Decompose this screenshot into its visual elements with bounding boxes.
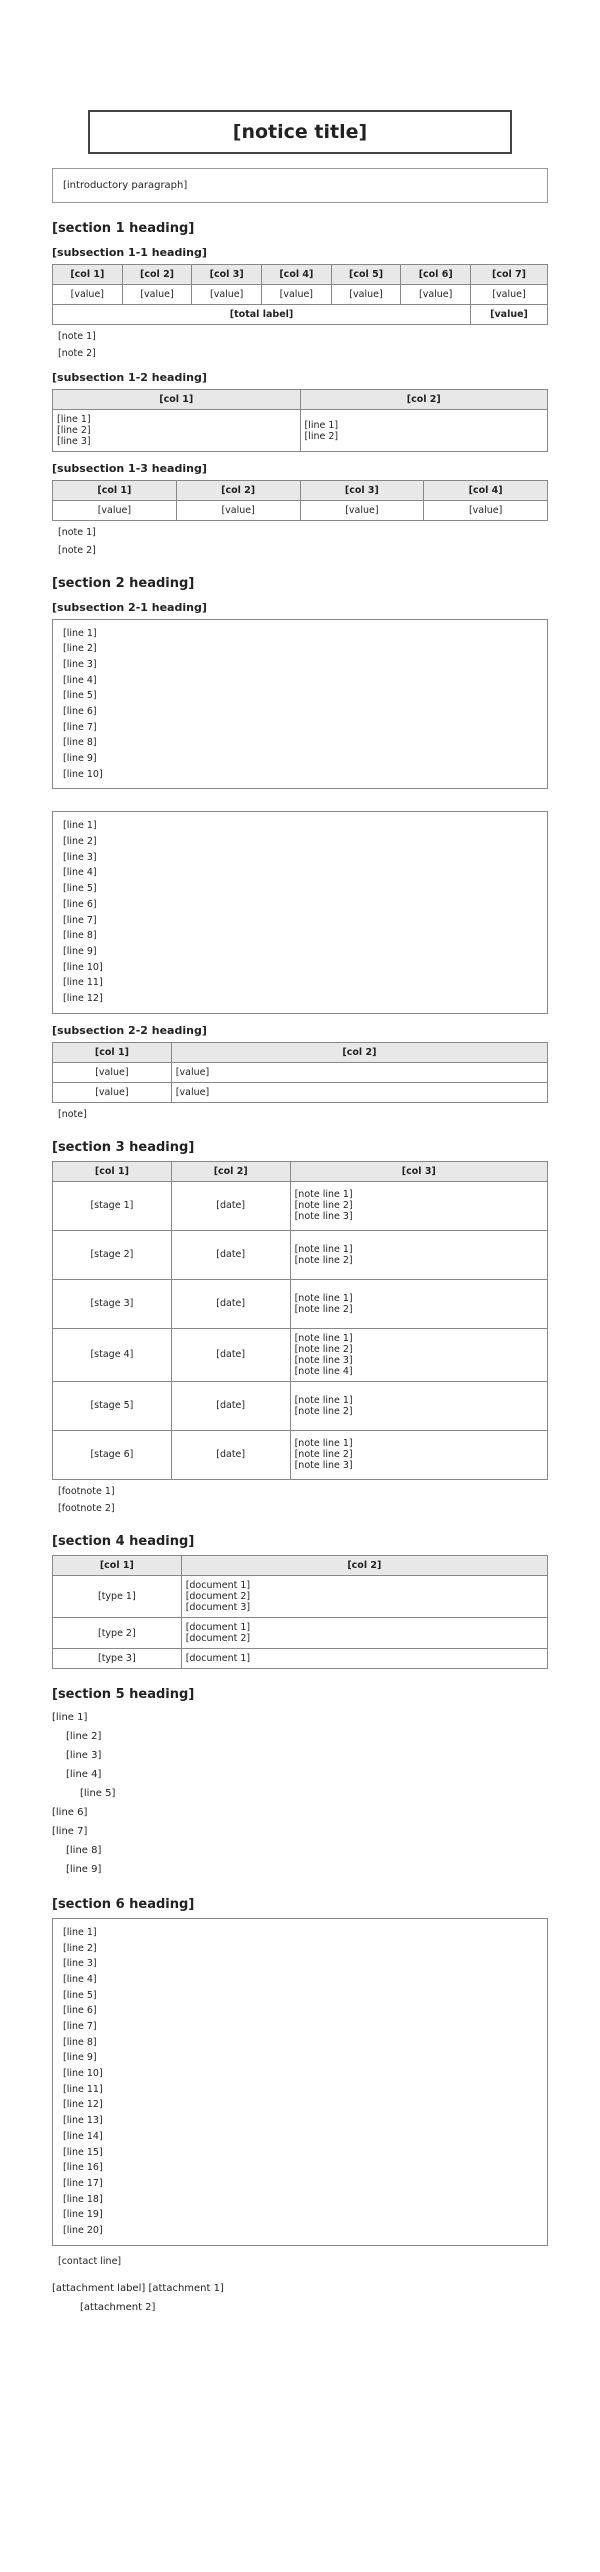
box-line: [line 14]: [63, 2130, 103, 2142]
table-header: [col 2]: [176, 481, 300, 501]
duty-line: [line 2]: [57, 425, 91, 437]
box-line: [line 11]: [63, 2083, 103, 2095]
table-header: [col 1]: [53, 265, 123, 285]
note-line: [note line 2]: [294, 1254, 353, 1266]
section-2-heading: [section 2 heading]: [52, 575, 195, 591]
stage-name: [stage 3]: [53, 1279, 172, 1328]
table-total-row: [53, 305, 548, 325]
doc-list: [181, 1576, 547, 1618]
table-header: [col 6]: [401, 265, 471, 285]
table-row: [53, 410, 548, 452]
table-header: [col 4]: [424, 481, 548, 501]
footnote: [footnote 1]: [58, 1485, 115, 1497]
doc-line: [document 2]: [185, 1633, 251, 1645]
preference-table: [52, 1042, 548, 1103]
doc-line: [document 3]: [185, 1602, 251, 1614]
doc-type: [type 1]: [53, 1576, 182, 1618]
section-5-heading: [section 5 heading]: [52, 1687, 195, 1703]
note-line: [note line 1]: [294, 1243, 353, 1255]
stage-date: [date]: [171, 1328, 290, 1381]
stage-notes: [290, 1279, 547, 1328]
eligibility-box: [52, 619, 548, 790]
table-cell: [value]: [471, 285, 548, 305]
box-line: [line 4]: [63, 1974, 97, 1986]
box-line: [line 19]: [63, 2209, 103, 2221]
stage-date: [date]: [171, 1230, 290, 1279]
table-row: [53, 501, 548, 521]
recruitment-table: [52, 264, 548, 325]
note-line: [note line 2]: [294, 1343, 353, 1355]
table-cell: [value]: [192, 285, 262, 305]
box-line: [line 9]: [63, 2052, 97, 2064]
stage-name: [stage 5]: [53, 1381, 172, 1430]
table-cell: [value]: [424, 501, 548, 521]
table-header: [col 1]: [53, 1161, 172, 1181]
note-line: [note line 1]: [294, 1438, 353, 1450]
table-header: [col 3]: [300, 481, 424, 501]
note-line: [note line 2]: [294, 1449, 353, 1461]
table-cell: [value]: [300, 501, 424, 521]
attachments: [52, 2279, 548, 2317]
subsection-1-3-heading: [subsection 1-3 heading]: [52, 462, 207, 476]
box-line: [line 3]: [63, 1958, 97, 1970]
list-item: [line 6]: [52, 1807, 88, 1819]
box-line: [line 1]: [63, 1927, 97, 1939]
section-4-heading: [section 4 heading]: [52, 1534, 195, 1550]
box-line: [line 6]: [63, 706, 97, 718]
box-line: [line 4]: [63, 674, 97, 686]
subsection-1-2-heading: [subsection 1-2 heading]: [52, 371, 207, 385]
duties-table: [52, 389, 548, 452]
box-line: [line 10]: [63, 2068, 103, 2080]
table-cell: [value]: [53, 1062, 172, 1082]
box-line: [line 3]: [63, 851, 97, 863]
box-line: [line 4]: [63, 867, 97, 879]
doc-list: [181, 1618, 547, 1649]
stage-name: [stage 2]: [53, 1230, 172, 1279]
attachment-item: [attachment 1]: [148, 2282, 224, 2294]
qualification-cell: [300, 410, 548, 452]
table-row: [53, 285, 548, 305]
doc-list: [181, 1649, 547, 1669]
box-line: [line 9]: [63, 945, 97, 957]
list-item: [line 1]: [52, 1712, 88, 1724]
doc-line: [document 1]: [185, 1580, 251, 1592]
qualification-line: [line 2]: [304, 430, 339, 442]
stage-notes: [290, 1430, 547, 1479]
note-line: [note line 2]: [294, 1200, 353, 1212]
disqualification-box: [52, 811, 548, 1013]
list-item: [line 9]: [66, 1864, 102, 1876]
note-line: [note line 1]: [294, 1332, 353, 1344]
footnote: [footnote 2]: [58, 1502, 115, 1514]
doc-line: [document 2]: [185, 1591, 251, 1603]
table-header: [col 5]: [331, 265, 401, 285]
box-line: [line 2]: [63, 1942, 97, 1954]
note: [note 1]: [58, 331, 96, 342]
note: [note 1]: [58, 527, 96, 539]
box-line: [line 1]: [63, 627, 97, 639]
note-line: [note line 4]: [294, 1365, 353, 1377]
doc-type: [type 3]: [53, 1649, 182, 1669]
box-line: [line 20]: [63, 2224, 103, 2236]
conditions-table: [52, 480, 548, 521]
stage-date: [date]: [171, 1430, 290, 1479]
table-cell: [value]: [401, 285, 471, 305]
table-row: [53, 1082, 548, 1102]
note-line: [note line 2]: [294, 1405, 353, 1417]
note-line: [note line 2]: [294, 1303, 353, 1315]
table-header: [col 1]: [53, 1556, 182, 1576]
duty-line: [line 1]: [57, 414, 91, 426]
table-row: [53, 1430, 548, 1479]
note-line: [note line 1]: [294, 1394, 353, 1406]
table-cell: [value]: [262, 285, 332, 305]
box-line: [line 18]: [63, 2193, 103, 2205]
table-row: [53, 1279, 548, 1328]
note-line: [note line 3]: [294, 1354, 353, 1366]
doc-line: [document 1]: [185, 1622, 251, 1634]
stage-notes: [290, 1230, 547, 1279]
note: [note]: [58, 1108, 87, 1120]
table-row: [53, 1328, 548, 1381]
section-1-heading: [section 1 heading]: [52, 221, 195, 236]
box-line: [line 17]: [63, 2177, 103, 2189]
box-line: [line 10]: [63, 768, 103, 780]
box-line: [line 8]: [63, 930, 97, 942]
table-cell: [value]: [53, 501, 177, 521]
table-header: [col 1]: [53, 481, 177, 501]
box-line: [line 5]: [63, 1989, 97, 2001]
box-line: [line 6]: [63, 2005, 97, 2017]
box-line: [line 1]: [63, 820, 97, 832]
section-6-heading: [section 6 heading]: [52, 1897, 195, 1913]
stage-date: [date]: [171, 1381, 290, 1430]
list-item: [line 2]: [66, 1731, 102, 1743]
table-header: [col 2]: [171, 1042, 547, 1062]
documents-table: [52, 1555, 548, 1669]
doc-type: [type 2]: [53, 1618, 182, 1649]
box-line: [line 6]: [63, 898, 97, 910]
box-line: [line 2]: [63, 643, 97, 655]
table-row: [53, 1230, 548, 1279]
box-line: [line 9]: [63, 753, 97, 765]
box-line: [line 10]: [63, 961, 103, 973]
list-item: [line 5]: [80, 1788, 116, 1800]
subsection-2-1-heading: [subsection 2-1 heading]: [52, 600, 207, 614]
note-line: [note line 1]: [294, 1189, 353, 1201]
box-line: [line 7]: [63, 721, 97, 733]
table-header: [col 2]: [181, 1556, 547, 1576]
note-line: [note line 1]: [294, 1292, 353, 1304]
box-line: [line 16]: [63, 2162, 103, 2174]
box-line: [line 13]: [63, 2115, 103, 2127]
box-line: [line 3]: [63, 659, 97, 671]
attachment-item: [attachment 2]: [80, 2301, 156, 2313]
stage-name: [stage 1]: [53, 1181, 172, 1230]
table-row: [53, 1381, 548, 1430]
box-line: [line 12]: [63, 2099, 103, 2111]
table-cell: [value]: [122, 285, 192, 305]
stage-notes: [290, 1328, 547, 1381]
box-line: [line 12]: [63, 992, 103, 1004]
list-item: [line 4]: [66, 1769, 102, 1781]
total-value: [value]: [471, 305, 548, 325]
note-line: [note line 3]: [294, 1211, 353, 1223]
stage-notes: [290, 1181, 547, 1230]
submission-list: [52, 1708, 548, 1879]
table-cell: [value]: [171, 1062, 547, 1082]
note: [note 2]: [58, 348, 96, 360]
table-row: [53, 1618, 548, 1649]
table-header: [col 2]: [122, 265, 192, 285]
table-header: [col 2]: [171, 1161, 290, 1181]
subsection-1-1-heading: [subsection 1-1 heading]: [52, 246, 207, 259]
table-header: [col 3]: [192, 265, 262, 285]
table-header: [col 1]: [53, 1042, 172, 1062]
stage-date: [date]: [171, 1279, 290, 1328]
qualification-line: [line 1]: [304, 419, 339, 431]
table-row: [53, 1649, 548, 1669]
doc-line: [document 1]: [185, 1653, 251, 1665]
list-item: [line 8]: [66, 1845, 102, 1857]
table-cell: [value]: [331, 285, 401, 305]
table-header: [col 2]: [300, 390, 548, 410]
table-cell: [value]: [53, 285, 123, 305]
section-3-heading: [section 3 heading]: [52, 1139, 195, 1155]
stage-name: [stage 6]: [53, 1430, 172, 1479]
duty-line: [line 3]: [57, 436, 91, 448]
table-header: [col 1]: [53, 390, 301, 410]
box-line: [line 15]: [63, 2146, 103, 2158]
stage-date: [date]: [171, 1181, 290, 1230]
box-line: [line 8]: [63, 737, 97, 749]
box-line: [line 7]: [63, 914, 97, 926]
procedure-table: [52, 1161, 548, 1480]
box-line: [line 2]: [63, 836, 97, 848]
table-row: [53, 1062, 548, 1082]
box-line: [line 5]: [63, 883, 97, 895]
table-cell: [value]: [53, 1082, 172, 1102]
table-row: [53, 1576, 548, 1618]
box-line: [line 11]: [63, 977, 103, 989]
list-item: [line 3]: [66, 1750, 102, 1762]
table-header: [col 7]: [471, 265, 548, 285]
total-label: [total label]: [53, 305, 471, 325]
duties-cell: [53, 410, 301, 452]
table-cell: [value]: [171, 1082, 547, 1102]
stage-name: [stage 4]: [53, 1328, 172, 1381]
attachments-label: [attachment label]: [52, 2282, 146, 2294]
note-line: [note line 3]: [294, 1460, 353, 1472]
box-line: [line 8]: [63, 2036, 97, 2048]
box-line: [line 7]: [63, 2021, 97, 2033]
table-row: [53, 1181, 548, 1230]
page-title: [notice title]: [88, 110, 512, 154]
intro-paragraph: [introductory paragraph]: [52, 168, 548, 203]
note: [note 2]: [58, 544, 96, 556]
table-header: [col 3]: [290, 1161, 547, 1181]
stage-notes: [290, 1381, 547, 1430]
contact-note: [contact line]: [58, 2255, 122, 2267]
box-line: [line 5]: [63, 690, 97, 702]
table-header: [col 4]: [262, 265, 332, 285]
list-item: [line 7]: [52, 1826, 88, 1838]
table-cell: [value]: [176, 501, 300, 521]
other-notes-box: [52, 1918, 548, 2245]
subsection-2-2-heading: [subsection 2-2 heading]: [52, 1023, 207, 1037]
